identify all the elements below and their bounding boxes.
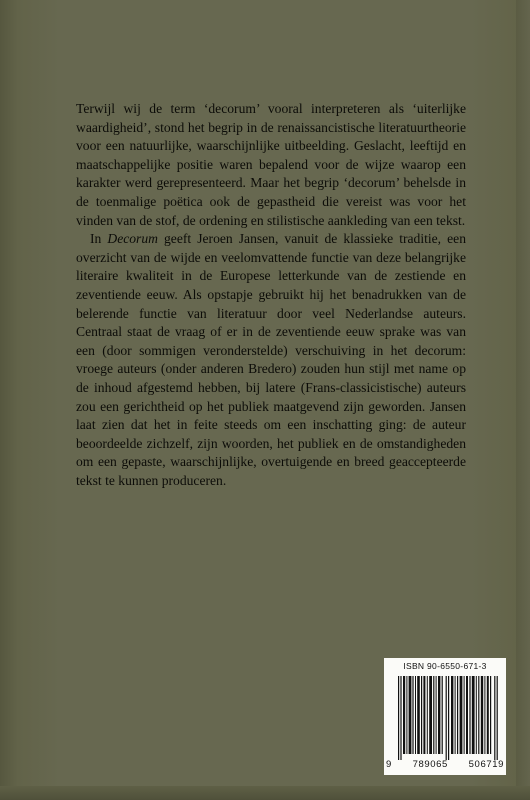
- paragraph-2-body: geeft Jeroen Jansen, vanuit de klassieke traditie, een overzicht van de wijde en veelomvattende functie van deze belangrijke literaire kwaliteit in de Europese letterkunde van de zestiende en zeventiende eeuw. Als opstapje gebruikt hij het benadrukken van de belerende functie van literatuur door veel Nederlandse auteurs. Centraal staat de vraag of er in de zeventiende eeuw sprake was van een (door sommigen veronderstelde) verschuiving in het decorum: vroege auteurs (onder anderen Bredero) zouden hun stijl met name op de inhoud afgestemd hebben, bij latere (Frans-classicistische) auteurs zou een gerichtheid op het publiek maatgevend zijn geworden. Jansen laat zien dat het in feite steeds om een inschatting ging: de auteur beoordeelde zichzelf, zijn woorden, het publiek en de omstandigheden om een gepaste, waarschijnlijke, overtuigende en breed geaccepteerde tekst te kunnen produceren.: [76, 231, 466, 488]
- barcode-digits: [386, 759, 504, 770]
- barcode-icon: [398, 676, 498, 760]
- blurb-text: [76, 100, 466, 490]
- paragraph-2-lead: In: [90, 231, 108, 247]
- page-edge-right: [516, 0, 530, 800]
- isbn-number: ISBN 90-6550-671-3: [403, 661, 487, 671]
- blurb-paragraph-2: [76, 230, 466, 490]
- blurb-paragraph-1: Terwijl wij de term ‘decorum’ vooral interpreteren als ‘uiterlijke waardigheid’, stond het begrip in de renaissancistische literatuurtheorie voor een natuurlijke, waarschijnlijke uitbeelding. Geslacht, leeftijd en maatschappelijke positie waren bepalend voor de wijze waarop een karakter werd gerepresenteerd. Maar het begrip ‘decorum’ behelsde in de toenmalige poëtica ook de gepastheid die vereist was voor het vinden van de stof, de ordening en stilistische aankleding van een tekst.: [76, 101, 466, 228]
- barcode-right-group: 506719: [468, 759, 504, 770]
- book-title: Decorum: [107, 231, 158, 247]
- isbn-barcode-label: [384, 658, 506, 775]
- barcode-first-digit: 9: [386, 759, 392, 770]
- page-edge-bottom: [0, 786, 530, 800]
- barcode-left-group: 789065: [412, 759, 448, 770]
